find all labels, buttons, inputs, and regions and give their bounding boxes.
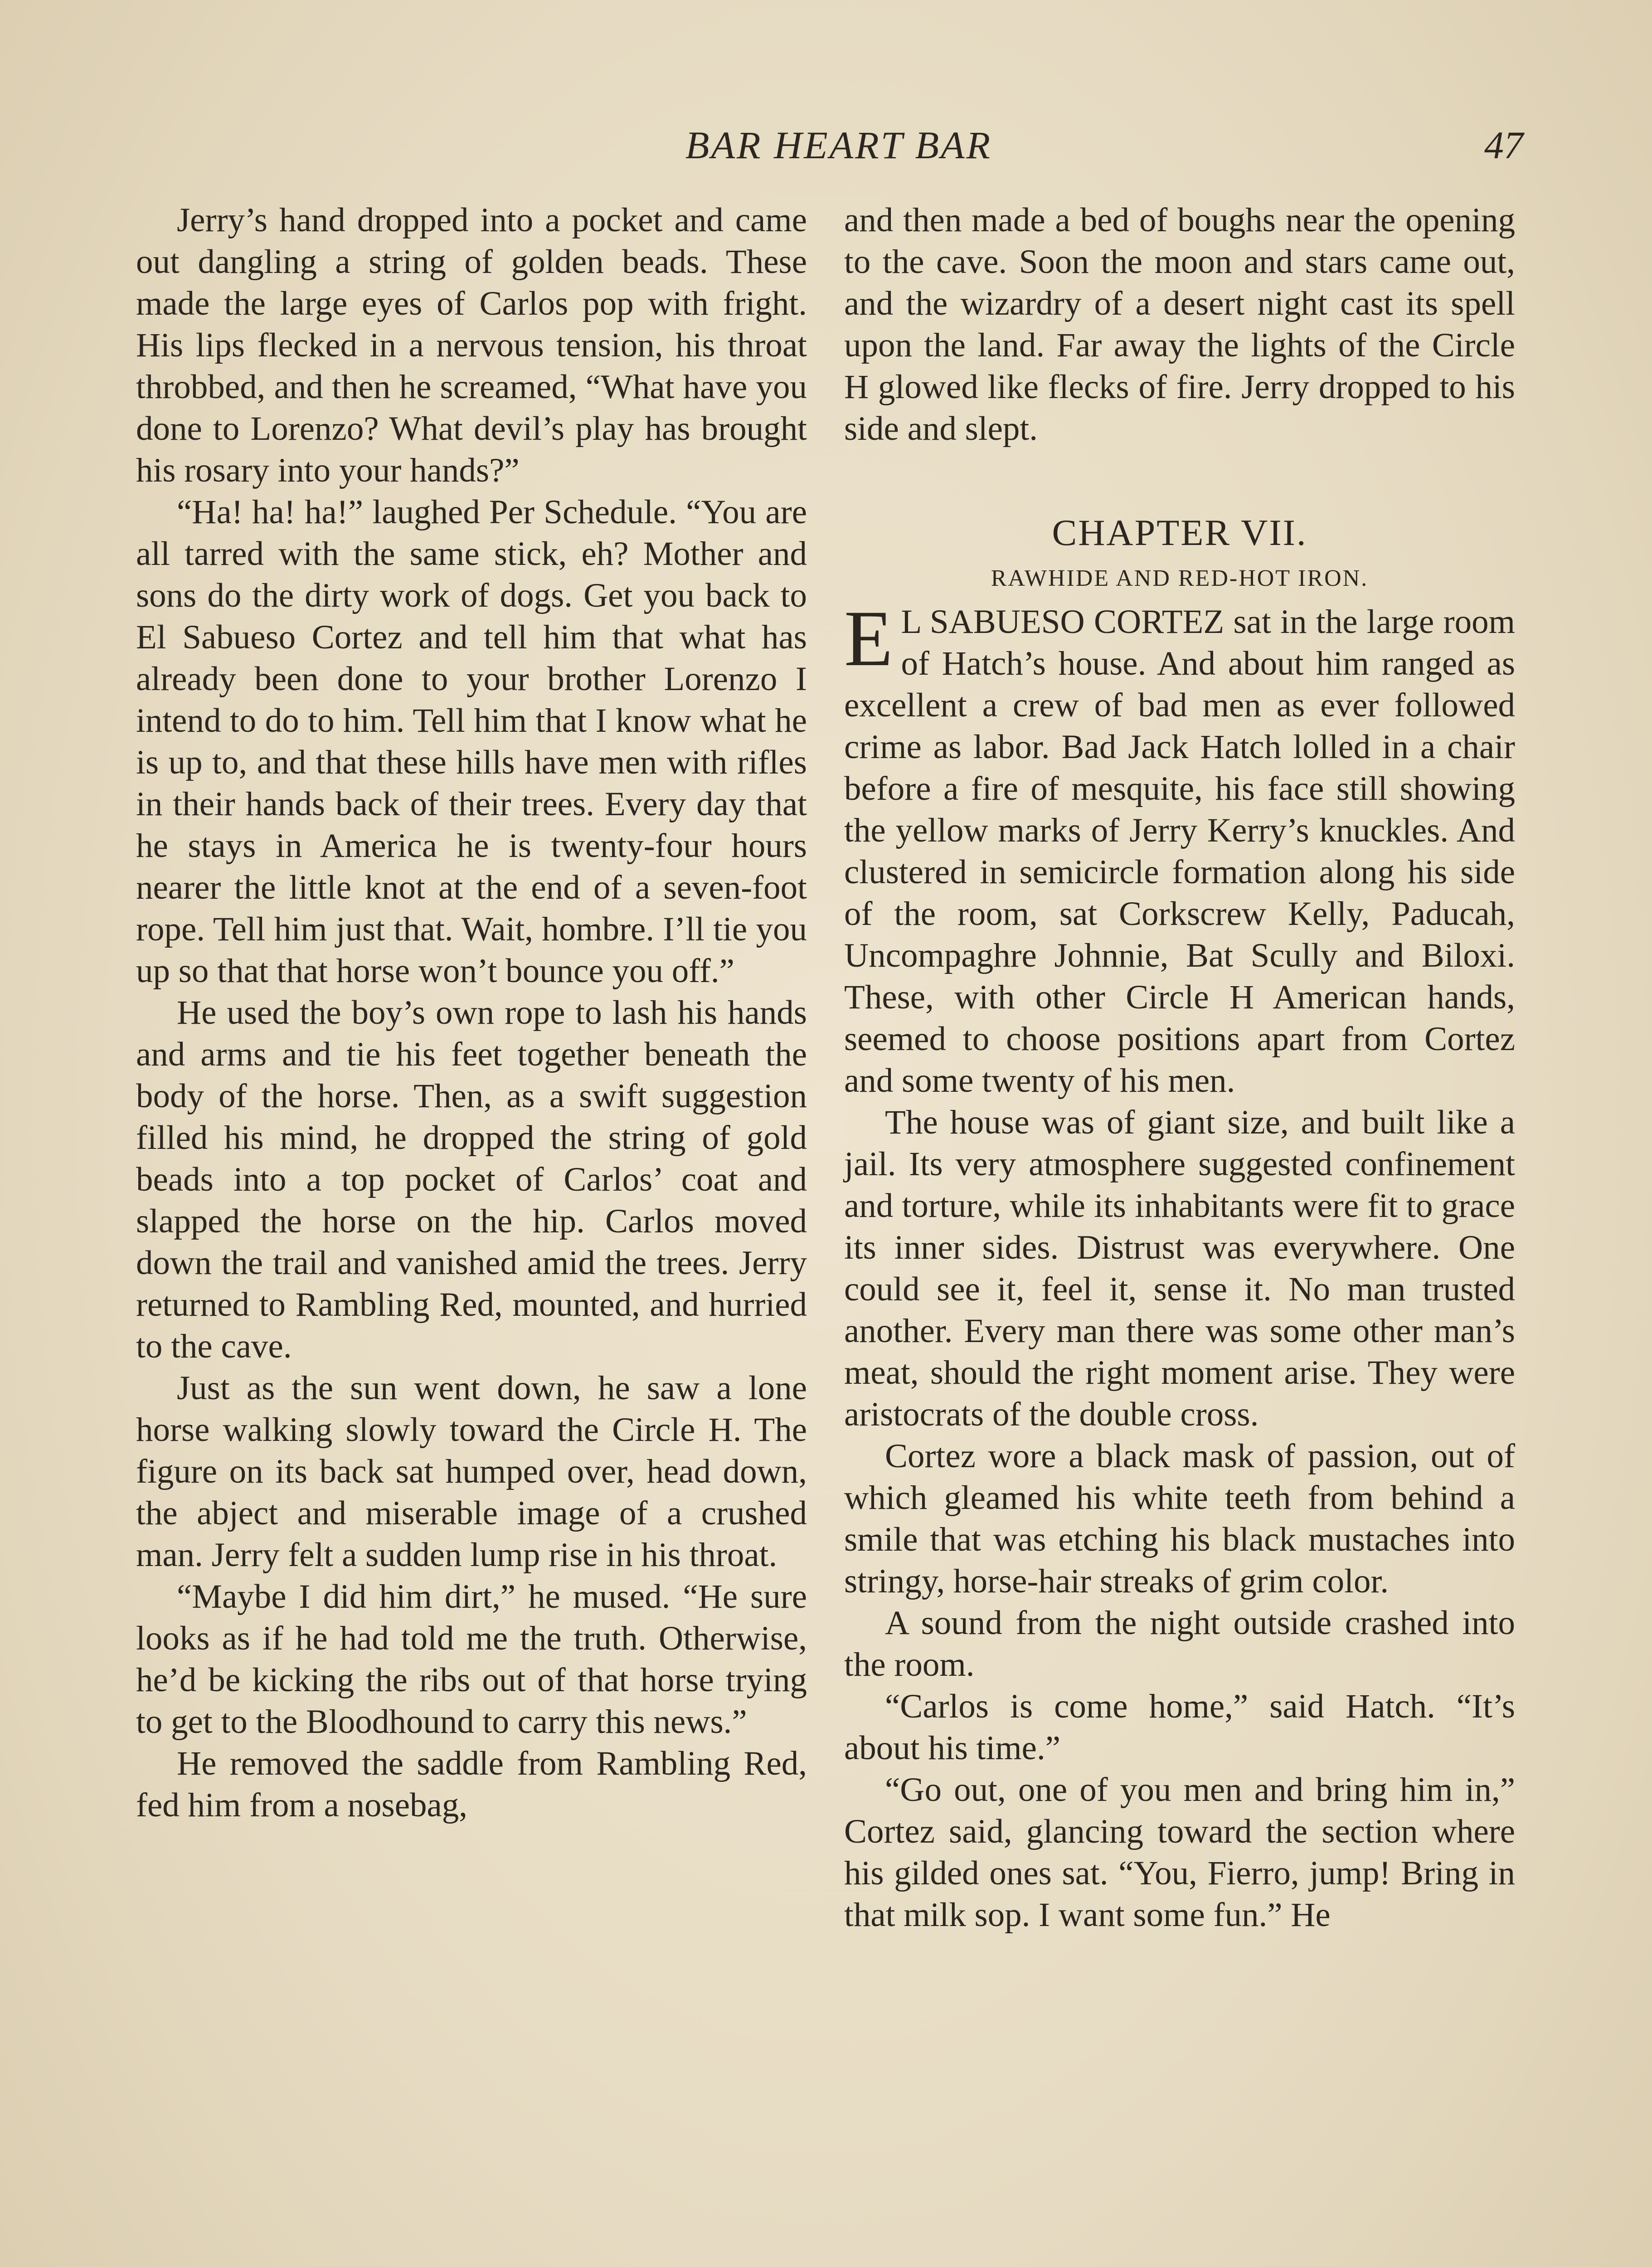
paragraph: He removed the saddle from Rambling Red, fed him from a nosebag, bbox=[136, 1745, 807, 1824]
paragraph: The house was of giant size, and built like a jail. Its very atmosphere suggested confinement and torture, while its inhabitants were fit to grace its inner sides. Distrust was everywhere. One could see it, feel it, sense it. No man trusted another. Every man there was some other man’s meat, should the right moment arise. They were aristocrats of the double cross. bbox=[844, 1104, 1515, 1433]
chapter-subtitle: RAWHIDE AND RED-HOT IRON. bbox=[991, 565, 1369, 591]
right-column bbox=[844, 199, 1515, 1936]
paragraph: He used the boy’s own rope to lash his hands and arms and tie his feet together beneath the body of the horse. Then, as a swift suggestion filled his mind, he dropped the string of gold beads into a top pocket of Carlos’ coat and slapped the horse on the hip. Carlos moved down the trail and vanished amid the trees. Jerry returned to Rambling Red, mounted, and hurried to the cave. bbox=[136, 994, 807, 1365]
chapter-title: CHAPTER VII. bbox=[1052, 512, 1307, 553]
paragraph: “Carlos is come home,” said Hatch. “It’s about his time.” bbox=[844, 1688, 1515, 1767]
chapter-opening-text: L SABUESO CORTEZ sat in the large room of Hatch’s house. And about him ranged as excellent a crew of bad men as ever followed crime as labor. Bad Jack Hatch lolled in a chair before a fire of mesquite, his face still showing the yellow marks of Jerry Kerry’s knuckles. And clustered in semicircle formation along his side of the room, sat Corkscrew Kelly, Paducah, Uncompaghre Johnnie, Bat Scully and Biloxi. These, with other Circle H American hands, seemed to choose positions apart from Cortez and some twenty of his men. bbox=[844, 603, 1515, 1099]
paragraph: “Maybe I did him dirt,” he mused. “He sure looks as if he had told me the truth. Otherwise, he’d be kicking the ribs out of that horse trying to get to the Bloodhound to carry this news.” bbox=[136, 1578, 807, 1741]
paragraph: Jerry’s hand dropped into a pocket and came out dangling a string of golden beads. These made the large eyes of Carlos pop with fright. His lips flecked in a nervous tension, his throat throbbed, and then he screamed, “What have you done to Lorenzo? What devil’s play has brought his rosary into your hands?” bbox=[136, 201, 807, 489]
paragraph: “Ha! ha! ha!” laughed Per Schedule. “You are all tarred with the same stick, eh? Mother and sons do the dirty work of dogs. Get you back to El Sabueso Cortez and tell him that what has already been done to your brother Lorenzo I intend to do to him. Tell him that I know what he is up to, and that these hills have men with rifles in their hands back of their trees. Every day that he stays in America he is twenty-four hours nearer the little knot at the end of a seven-foot rope. Tell him just that. Wait, hombre. I’ll tie you up so that that horse won’t bounce you off.” bbox=[136, 493, 807, 990]
drop-cap: E bbox=[844, 594, 893, 683]
paragraph: Cortez wore a black mask of passion, out of which gleamed his white teeth from behind a smile that was etching his black mustaches into stringy, horse-hair streaks of grim color. bbox=[844, 1437, 1515, 1600]
paragraph: Just as the sun went down, he saw a lone horse walking slowly toward the Circle H. The figure on its back sat humped over, head down, the abject and miserable image of a crushed man. Jerry felt a sudden lump rise in his throat. bbox=[136, 1369, 807, 1574]
paragraph-continued: and then made a bed of boughs near the opening to the cave. Soon the moon and stars came out, and the wizardry of a desert night cast its spell upon the land. Far away the lights of the Circle H glowed like flecks of fire. Jerry dropped to his side and slept. bbox=[844, 201, 1515, 448]
paragraph: A sound from the night outside crashed into the room. bbox=[844, 1604, 1515, 1683]
page-number: 47 bbox=[1484, 123, 1523, 167]
running-title: BAR HEART BAR bbox=[685, 123, 992, 167]
chapter-opening-paragraph bbox=[844, 594, 1515, 1102]
paragraph: “Go out, one of you men and bring him in,” Cortez said, glancing toward the section where his gilded ones sat. “You, Fierro, jump! Bring in that milk sop. I want some fun.” He bbox=[844, 1771, 1515, 1934]
left-column bbox=[136, 199, 807, 1826]
